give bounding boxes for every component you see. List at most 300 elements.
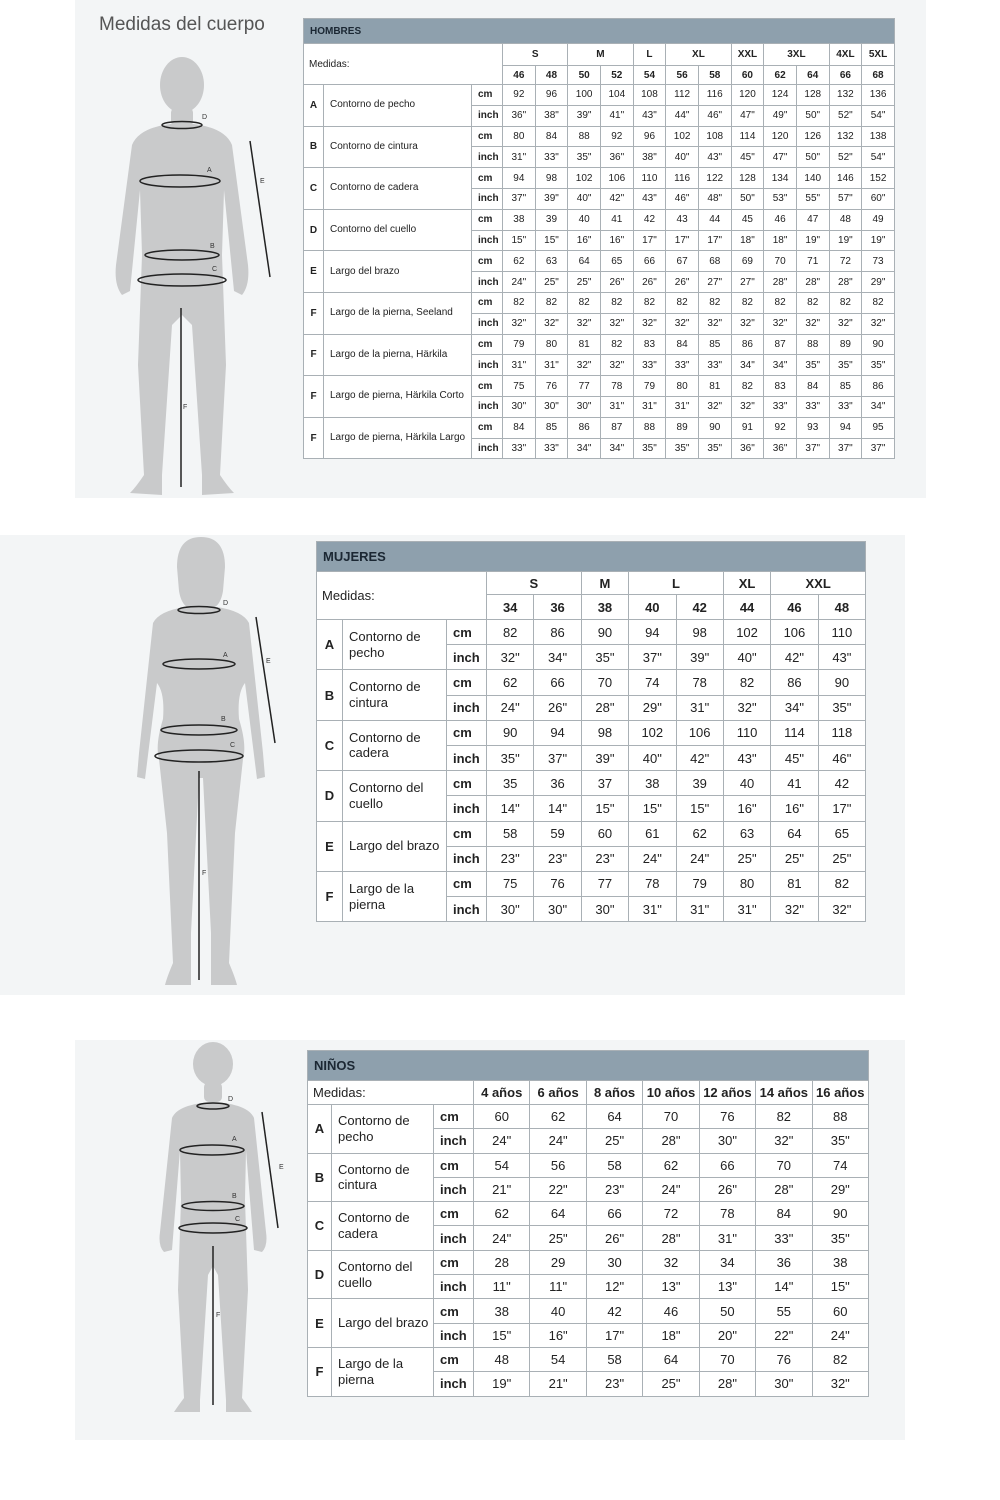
value-cell: 82: [487, 620, 534, 645]
value-cell: 32": [829, 313, 862, 334]
value-cell: 68: [698, 251, 731, 272]
value-cell: 32": [633, 313, 666, 334]
value-cell: 33": [666, 355, 699, 376]
size-number: 46: [503, 66, 536, 85]
value-cell: 41: [600, 209, 633, 230]
value-cell: 34": [862, 396, 895, 417]
value-cell: 28": [756, 1177, 812, 1201]
value-cell: 25": [723, 846, 770, 871]
value-cell: 112: [666, 85, 699, 106]
value-cell: 31": [676, 897, 723, 922]
value-cell: 16": [568, 230, 601, 251]
measure-name: Contorno de cintura: [343, 670, 447, 720]
value-cell: 14": [534, 796, 581, 821]
value-cell: 152: [862, 168, 895, 189]
value-cell: 70: [643, 1105, 699, 1129]
value-cell: 91: [731, 417, 764, 438]
size-number: 68: [862, 66, 895, 85]
value-cell: 54: [474, 1153, 530, 1177]
men-size-table: [303, 18, 895, 459]
value-cell: 70: [581, 670, 628, 695]
unit-label: cm: [434, 1347, 474, 1371]
value-cell: 116: [698, 85, 731, 106]
value-cell: 48: [829, 209, 862, 230]
unit-label: cm: [472, 251, 503, 272]
value-cell: 87: [764, 334, 797, 355]
value-cell: 35": [796, 355, 829, 376]
size-group: M: [568, 44, 633, 66]
unit-label: cm: [472, 334, 503, 355]
value-cell: 14": [756, 1275, 812, 1299]
value-cell: 30": [756, 1372, 812, 1396]
measures-label: Medidas:: [304, 44, 503, 85]
value-cell: 46: [764, 209, 797, 230]
value-cell: 24": [676, 846, 723, 871]
value-cell: 12": [586, 1275, 642, 1299]
value-cell: 94: [629, 620, 676, 645]
value-cell: 31": [699, 1226, 755, 1250]
value-cell: 102: [723, 620, 770, 645]
value-cell: 44: [698, 209, 731, 230]
value-cell: 77: [568, 376, 601, 397]
size-group: L: [633, 44, 666, 66]
measure-letter: D: [308, 1250, 332, 1299]
value-cell: 80: [535, 334, 568, 355]
value-cell: 15": [535, 230, 568, 251]
size-age: 6 años: [530, 1081, 586, 1105]
measure-letter: E: [308, 1299, 332, 1348]
measure-letter: E: [304, 251, 324, 293]
value-cell: 93: [796, 417, 829, 438]
label-e: E: [266, 658, 271, 665]
value-cell: 32": [535, 313, 568, 334]
measures-label: Medidas:: [317, 572, 487, 620]
value-cell: 45": [771, 745, 818, 770]
value-cell: 39": [581, 745, 628, 770]
size-number: 52: [600, 66, 633, 85]
value-cell: 32: [643, 1250, 699, 1274]
value-cell: 64: [530, 1202, 586, 1226]
measure-name: Contorno de pecho: [324, 85, 472, 127]
value-cell: 140: [796, 168, 829, 189]
value-cell: 24": [503, 272, 536, 293]
value-cell: 11": [474, 1275, 530, 1299]
value-cell: 24": [643, 1177, 699, 1201]
measure-name: Contorno de cintura: [324, 126, 472, 168]
measure-name: Largo de pierna, Härkila Largo: [324, 417, 472, 459]
value-cell: 17": [633, 230, 666, 251]
value-cell: 62: [487, 670, 534, 695]
value-cell: 92: [600, 126, 633, 147]
value-cell: 16": [600, 230, 633, 251]
value-cell: 32": [723, 695, 770, 720]
women-body-figure: [125, 533, 285, 993]
value-cell: 33": [756, 1226, 812, 1250]
size-group: L: [629, 572, 724, 595]
value-cell: 98: [581, 720, 628, 745]
size-group: S: [487, 572, 582, 595]
size-group: M: [581, 572, 628, 595]
value-cell: 58: [487, 821, 534, 846]
value-cell: 108: [698, 126, 731, 147]
value-cell: 46": [818, 745, 865, 770]
value-cell: 37": [503, 188, 536, 209]
value-cell: 74: [629, 670, 676, 695]
value-cell: 60: [474, 1105, 530, 1129]
unit-label: cm: [472, 168, 503, 189]
measure-letter: A: [317, 620, 343, 670]
value-cell: 78: [699, 1202, 755, 1226]
value-cell: 42: [818, 771, 865, 796]
size-age: 12 años: [699, 1081, 755, 1105]
value-cell: 42": [771, 645, 818, 670]
value-cell: 17": [698, 230, 731, 251]
value-cell: 28": [581, 695, 628, 720]
value-cell: 90: [812, 1202, 868, 1226]
value-cell: 82: [698, 292, 731, 313]
value-cell: 44": [666, 105, 699, 126]
value-cell: 33": [503, 438, 536, 459]
size-age: 4 años: [474, 1081, 530, 1105]
value-cell: 82: [633, 292, 666, 313]
label-f: F: [202, 870, 207, 877]
value-cell: 30": [568, 396, 601, 417]
value-cell: 122: [698, 168, 731, 189]
value-cell: 76: [699, 1105, 755, 1129]
value-cell: 86: [731, 334, 764, 355]
value-cell: 42: [633, 209, 666, 230]
value-cell: 64: [568, 251, 601, 272]
value-cell: 34": [731, 355, 764, 376]
table-row: [304, 85, 895, 106]
value-cell: 84: [796, 376, 829, 397]
measure-name: Contorno de cintura: [332, 1153, 434, 1202]
value-cell: 11": [530, 1275, 586, 1299]
table-row: [308, 1153, 869, 1177]
size-number: 42: [676, 595, 723, 620]
label-e: E: [260, 178, 265, 185]
value-cell: 42": [600, 188, 633, 209]
size-number: 58: [698, 66, 731, 85]
value-cell: 21": [474, 1177, 530, 1201]
value-cell: 15": [474, 1323, 530, 1347]
value-cell: 24": [629, 846, 676, 871]
value-cell: 100: [568, 85, 601, 106]
value-cell: 32": [862, 313, 895, 334]
label-c: C: [212, 266, 218, 273]
label-b: B: [210, 243, 215, 250]
table-row: [304, 376, 895, 397]
value-cell: 39: [676, 771, 723, 796]
table-row: [304, 334, 895, 355]
value-cell: 30": [487, 897, 534, 922]
value-cell: 62: [643, 1153, 699, 1177]
value-cell: 106: [676, 720, 723, 745]
value-cell: 34: [699, 1250, 755, 1274]
value-cell: 74: [812, 1153, 868, 1177]
value-cell: 80: [723, 871, 770, 896]
value-cell: 32": [771, 897, 818, 922]
value-cell: 70: [699, 1347, 755, 1371]
value-cell: 110: [723, 720, 770, 745]
value-cell: 25": [530, 1226, 586, 1250]
value-cell: 75: [487, 871, 534, 896]
value-cell: 43": [698, 147, 731, 168]
value-cell: 45": [731, 147, 764, 168]
value-cell: 76: [535, 376, 568, 397]
value-cell: 132: [829, 126, 862, 147]
measure-letter: D: [304, 209, 324, 251]
value-cell: 26": [534, 695, 581, 720]
value-cell: 15": [503, 230, 536, 251]
value-cell: 41: [771, 771, 818, 796]
table-row: [317, 821, 866, 846]
unit-label: cm: [472, 376, 503, 397]
value-cell: 60: [581, 821, 628, 846]
measure-name: Largo de pierna, Härkila Corto: [324, 376, 472, 418]
value-cell: 54": [862, 147, 895, 168]
value-cell: 73: [862, 251, 895, 272]
measure-letter: C: [304, 168, 324, 210]
value-cell: 29: [530, 1250, 586, 1274]
value-cell: 56: [530, 1153, 586, 1177]
value-cell: 17": [586, 1323, 642, 1347]
value-cell: 22": [530, 1177, 586, 1201]
value-cell: 72: [829, 251, 862, 272]
measure-name: Largo del brazo: [343, 821, 447, 871]
size-number: 54: [633, 66, 666, 85]
value-cell: 89: [829, 334, 862, 355]
table-row: [304, 417, 895, 438]
value-cell: 102: [629, 720, 676, 745]
size-number: 40: [629, 595, 676, 620]
value-cell: 23": [586, 1372, 642, 1396]
unit-label: cm: [447, 771, 487, 796]
value-cell: 82: [818, 871, 865, 896]
kids-size-table: [307, 1050, 869, 1397]
value-cell: 18": [731, 230, 764, 251]
page-title: Medidas del cuerpo: [99, 14, 265, 35]
value-cell: 81: [568, 334, 601, 355]
value-cell: 27": [698, 272, 731, 293]
unit-label: inch: [472, 147, 503, 168]
measure-letter: F: [304, 376, 324, 418]
value-cell: 40: [723, 771, 770, 796]
value-cell: 36": [731, 438, 764, 459]
value-cell: 32": [600, 313, 633, 334]
size-group: XXL: [771, 572, 866, 595]
value-cell: 40: [530, 1299, 586, 1323]
value-cell: 35": [581, 645, 628, 670]
value-cell: 35": [862, 355, 895, 376]
size-group: S: [503, 44, 568, 66]
value-cell: 98: [676, 620, 723, 645]
value-cell: 32": [698, 396, 731, 417]
value-cell: 106: [771, 620, 818, 645]
value-cell: 59: [534, 821, 581, 846]
value-cell: 82: [723, 670, 770, 695]
value-cell: 37": [629, 645, 676, 670]
value-cell: 39": [568, 105, 601, 126]
table-row: [304, 251, 895, 272]
value-cell: 48": [698, 188, 731, 209]
unit-label: cm: [434, 1105, 474, 1129]
measure-name: Contorno del cuello: [332, 1250, 434, 1299]
measure-letter: C: [308, 1202, 332, 1251]
unit-label: cm: [447, 821, 487, 846]
value-cell: 24": [474, 1226, 530, 1250]
unit-label: inch: [472, 230, 503, 251]
label-e: E: [279, 1164, 284, 1171]
unit-label: inch: [434, 1177, 474, 1201]
unit-label: inch: [447, 846, 487, 871]
measure-letter: B: [317, 670, 343, 720]
table-row: [317, 720, 866, 745]
value-cell: 42": [676, 745, 723, 770]
measure-letter: F: [304, 334, 324, 376]
value-cell: 40": [666, 147, 699, 168]
value-cell: 90: [862, 334, 895, 355]
value-cell: 40: [568, 209, 601, 230]
value-cell: 23": [534, 846, 581, 871]
label-c: C: [235, 1216, 241, 1223]
unit-label: cm: [447, 871, 487, 896]
value-cell: 15": [629, 796, 676, 821]
value-cell: 61: [629, 821, 676, 846]
value-cell: 62: [676, 821, 723, 846]
measure-name: Largo del brazo: [332, 1299, 434, 1348]
value-cell: 90: [698, 417, 731, 438]
label-a: A: [232, 1136, 237, 1143]
value-cell: 20": [699, 1323, 755, 1347]
unit-label: inch: [447, 796, 487, 821]
value-cell: 35": [829, 355, 862, 376]
value-cell: 38": [535, 105, 568, 126]
value-cell: 30": [503, 396, 536, 417]
measure-name: Contorno de pecho: [343, 620, 447, 670]
kids-table-title: NIÑOS: [308, 1051, 869, 1081]
value-cell: 25": [643, 1372, 699, 1396]
size-number: 50: [568, 66, 601, 85]
size-number: 62: [764, 66, 797, 85]
value-cell: 36": [503, 105, 536, 126]
size-group: 5XL: [862, 44, 895, 66]
value-cell: 32": [731, 396, 764, 417]
value-cell: 47: [796, 209, 829, 230]
value-cell: 81: [771, 871, 818, 896]
value-cell: 35": [487, 745, 534, 770]
value-cell: 128: [796, 85, 829, 106]
value-cell: 94: [829, 417, 862, 438]
value-cell: 82: [731, 292, 764, 313]
value-cell: 49: [862, 209, 895, 230]
value-cell: 28": [643, 1226, 699, 1250]
value-cell: 19": [829, 230, 862, 251]
value-cell: 85: [829, 376, 862, 397]
measure-name: Contorno de cadera: [324, 168, 472, 210]
value-cell: 62: [474, 1202, 530, 1226]
value-cell: 78: [600, 376, 633, 397]
kids-body-figure: [150, 1040, 300, 1440]
unit-label: inch: [472, 396, 503, 417]
value-cell: 32": [600, 355, 633, 376]
value-cell: 43": [818, 645, 865, 670]
value-cell: 120: [764, 126, 797, 147]
value-cell: 34": [764, 355, 797, 376]
value-cell: 69: [731, 251, 764, 272]
value-cell: 39: [535, 209, 568, 230]
value-cell: 85: [535, 417, 568, 438]
table-row: [317, 670, 866, 695]
value-cell: 53": [764, 188, 797, 209]
value-cell: 120: [731, 85, 764, 106]
value-cell: 87: [600, 417, 633, 438]
value-cell: 126: [796, 126, 829, 147]
value-cell: 27": [731, 272, 764, 293]
value-cell: 48: [474, 1347, 530, 1371]
value-cell: 82: [862, 292, 895, 313]
value-cell: 124: [764, 85, 797, 106]
value-cell: 32": [487, 645, 534, 670]
unit-label: inch: [472, 438, 503, 459]
value-cell: 79: [633, 376, 666, 397]
value-cell: 37: [581, 771, 628, 796]
label-a: A: [223, 652, 228, 659]
measure-name: Contorno del cuello: [343, 771, 447, 821]
value-cell: 96: [535, 85, 568, 106]
value-cell: 50: [699, 1299, 755, 1323]
value-cell: 28": [764, 272, 797, 293]
value-cell: 32": [568, 355, 601, 376]
value-cell: 30": [535, 396, 568, 417]
value-cell: 102: [666, 126, 699, 147]
value-cell: 31": [629, 897, 676, 922]
value-cell: 17": [818, 796, 865, 821]
value-cell: 79: [676, 871, 723, 896]
value-cell: 19": [796, 230, 829, 251]
value-cell: 84: [666, 334, 699, 355]
value-cell: 82: [568, 292, 601, 313]
value-cell: 17": [666, 230, 699, 251]
size-group: XXL: [731, 44, 764, 66]
value-cell: 32": [796, 313, 829, 334]
value-cell: 24": [530, 1129, 586, 1153]
value-cell: 45: [731, 209, 764, 230]
value-cell: 60": [862, 188, 895, 209]
measure-name: Contorno de pecho: [332, 1105, 434, 1154]
value-cell: 50": [796, 105, 829, 126]
value-cell: 39": [676, 645, 723, 670]
value-cell: 29": [629, 695, 676, 720]
value-cell: 83: [764, 376, 797, 397]
value-cell: 43": [633, 188, 666, 209]
value-cell: 26": [699, 1177, 755, 1201]
measure-name: Largo del brazo: [324, 251, 472, 293]
size-group: XL: [666, 44, 731, 66]
value-cell: 47": [764, 147, 797, 168]
value-cell: 46": [698, 105, 731, 126]
value-cell: 82: [666, 292, 699, 313]
value-cell: 18": [643, 1323, 699, 1347]
value-cell: 30": [699, 1129, 755, 1153]
label-d: D: [202, 114, 208, 121]
value-cell: 98: [535, 168, 568, 189]
value-cell: 92: [503, 85, 536, 106]
value-cell: 43": [723, 745, 770, 770]
value-cell: 40": [629, 745, 676, 770]
table-row: [317, 871, 866, 896]
value-cell: 82: [535, 292, 568, 313]
